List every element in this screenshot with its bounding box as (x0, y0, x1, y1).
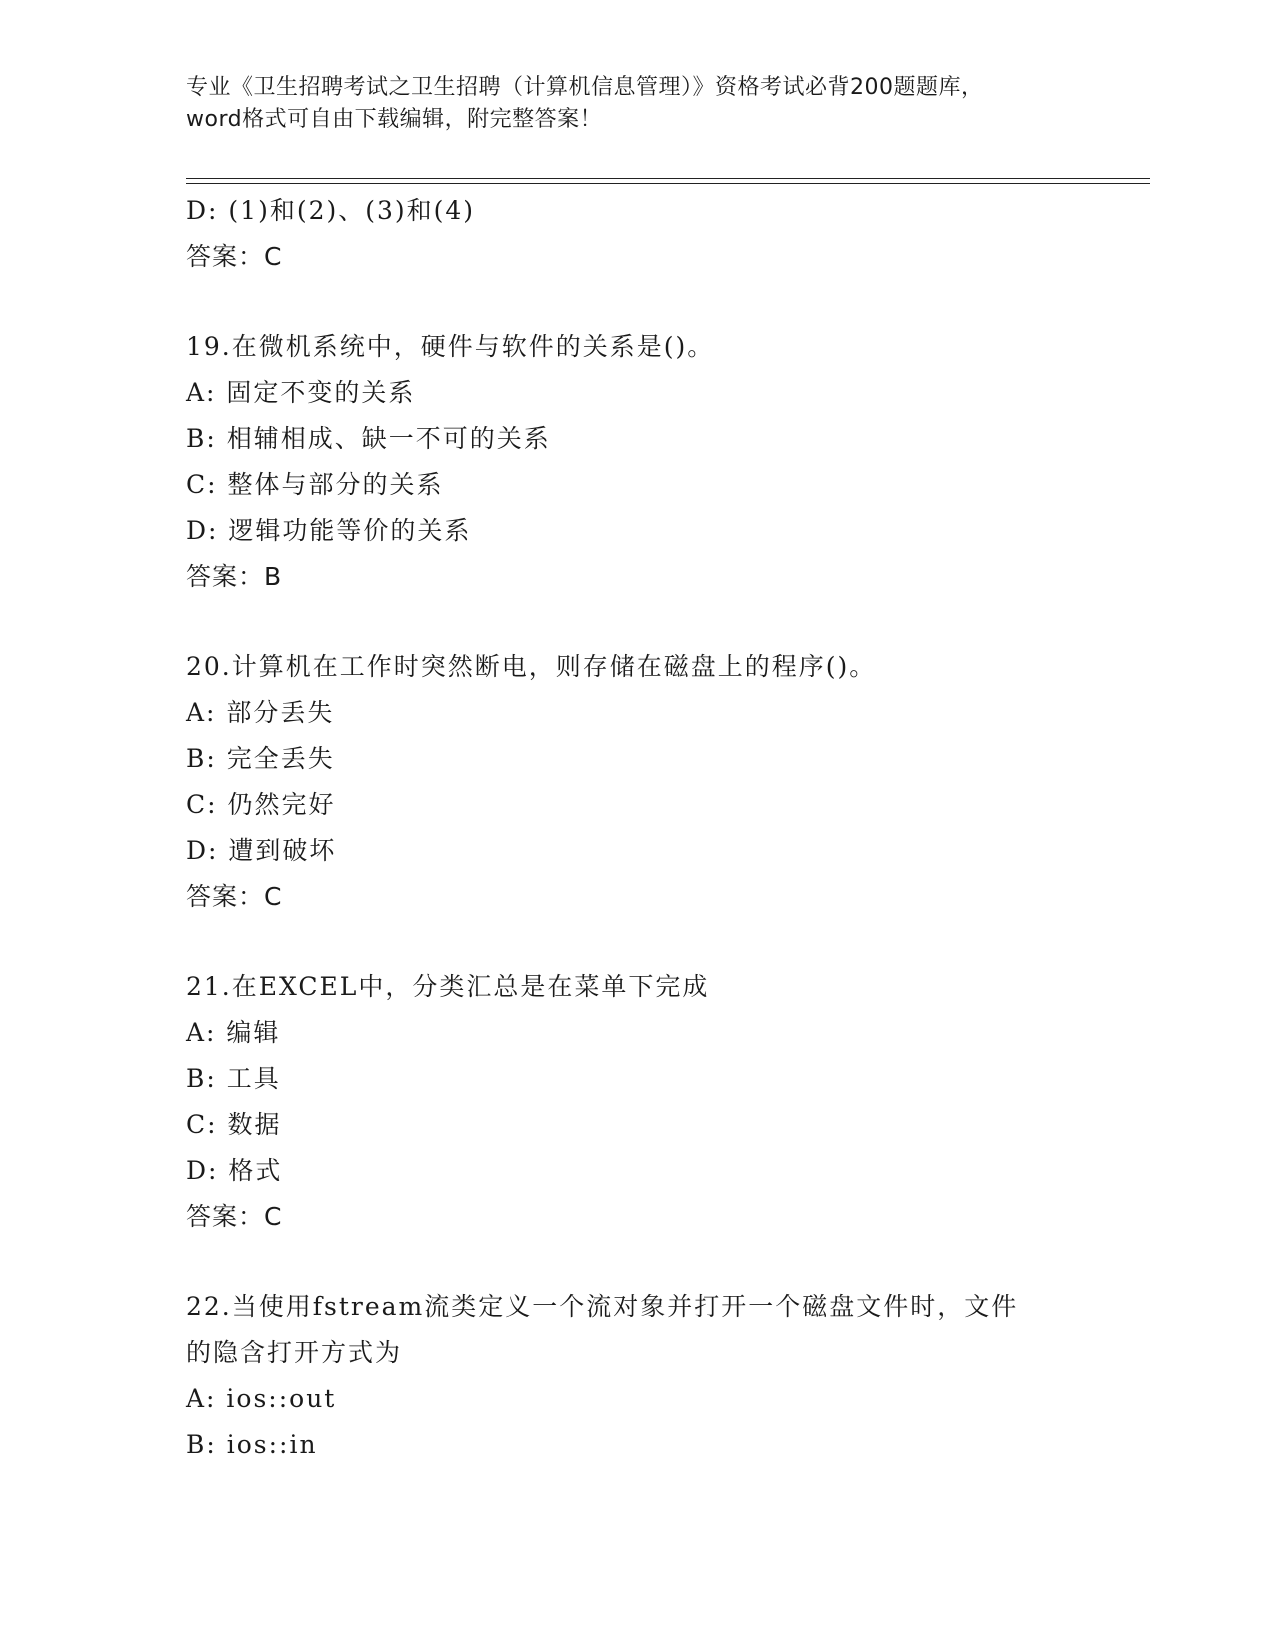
question-19 (186, 324, 1126, 600)
spacer (186, 1240, 1126, 1284)
option-a: A: 编辑 (186, 1018, 281, 1047)
option-b: B: 完全丢失 (186, 744, 335, 773)
option-d: D: 格式 (186, 1156, 283, 1185)
option-d: D: 遭到破坏 (186, 836, 337, 865)
question-18-tail (186, 188, 1126, 280)
question-title: 19.在微机系统中，硬件与软件的关系是()。 (186, 332, 715, 361)
option-b: B: ios::in (186, 1430, 318, 1459)
question-title: 20.计算机在工作时突然断电，则存储在磁盘上的程序()。 (186, 652, 877, 681)
answer-line: 答案：B (186, 562, 283, 591)
spacer (186, 920, 1126, 964)
option-a: A: ios::out (186, 1384, 337, 1413)
question-21 (186, 964, 1126, 1240)
option-a: A: 部分丢失 (186, 698, 335, 727)
option-c: C: 仍然完好 (186, 790, 336, 819)
spacer (186, 600, 1126, 644)
question-title: 21.在EXCEL中，分类汇总是在菜单下完成 (186, 972, 710, 1001)
document-header (186, 72, 1086, 136)
option-c: C: 整体与部分的关系 (186, 470, 444, 499)
option-d: D: 逻辑功能等价的关系 (186, 516, 472, 545)
option-a: A: 固定不变的关系 (186, 378, 416, 407)
header-title-line-2: word格式可自由下载编辑，附完整答案！ (186, 107, 603, 132)
spacer (186, 280, 1126, 324)
answer-line: 答案：C (186, 242, 283, 271)
answer-line: 答案：C (186, 882, 283, 911)
question-list (186, 188, 1126, 1468)
question-title-line-1: 22.当使用fstream流类定义一个流对象并打开一个磁盘文件时，文件 (186, 1292, 1019, 1321)
option-b: B: 工具 (186, 1064, 281, 1093)
question-20 (186, 644, 1126, 920)
option-d: D: (1)和(2)、(3)和(4) (186, 196, 476, 225)
header-divider-bottom (186, 183, 1150, 184)
option-c: C: 数据 (186, 1110, 282, 1139)
option-b: B: 相辅相成、缺一不可的关系 (186, 424, 551, 453)
question-title-line-2: 的隐含打开方式为 (186, 1338, 403, 1367)
answer-line: 答案：C (186, 1202, 283, 1231)
header-divider-top (186, 178, 1150, 179)
question-22 (186, 1284, 1126, 1468)
header-title-line-1: 专业《卫生招聘考试之卫生招聘（计算机信息管理）》资格考试必背200题题库， (186, 75, 984, 100)
